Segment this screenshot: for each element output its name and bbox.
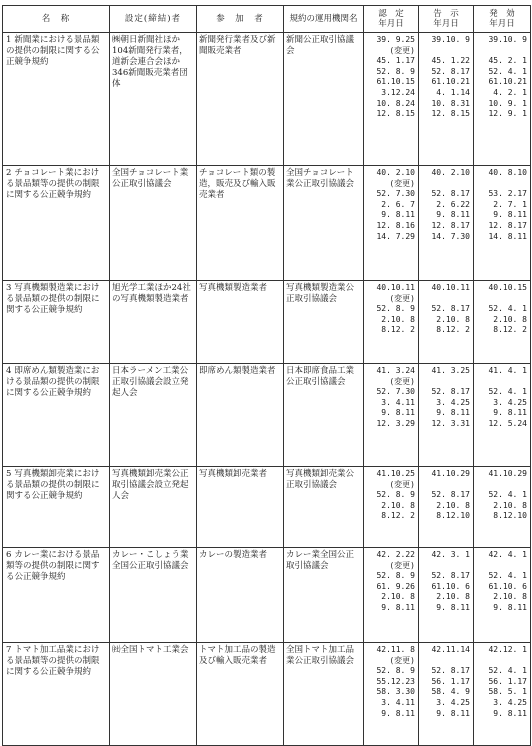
approved-date: (変更) <box>389 45 415 55</box>
fair-competition-codes-table <box>2 5 531 746</box>
approved-date: 45. 1.17 <box>376 56 415 66</box>
approved-date: 40.10.11 <box>376 283 415 292</box>
table-row <box>3 548 531 643</box>
header-effective-line1: 発 効 <box>489 9 515 19</box>
effective-date <box>476 46 527 57</box>
authority-cell: 全国チョコレート業公正取引協議会 <box>284 166 364 281</box>
effective-date: 53. 2.17 <box>488 189 527 199</box>
notified-date: 61.10.21 <box>431 77 470 87</box>
approved-date: 12. 8.16 <box>376 220 415 230</box>
effective-date: 61.10.21 <box>488 77 527 87</box>
notified-date: 2.10. 8 <box>436 592 470 602</box>
approved-date: 2.10. 8 <box>381 314 415 324</box>
notified-date: 61.10. 6 <box>431 581 470 591</box>
effective-date: 9. 8.11 <box>493 408 527 418</box>
effective-date: 61.10. 6 <box>488 581 527 591</box>
effective-date: 52. 4. 1 <box>488 490 527 500</box>
row-number: 3 <box>6 283 12 293</box>
code-name: 新聞業における景品類の提供の制限に関する公正競争規約 <box>6 35 100 67</box>
notified-date: 58. 4. 9 <box>431 687 470 697</box>
row-number: 4 <box>6 366 12 376</box>
effective-date: 14. 8.11 <box>488 231 527 241</box>
approved-date: 3.12.24 <box>381 87 415 97</box>
effective-date <box>476 377 527 388</box>
table-row <box>3 467 531 548</box>
notified-dates-cell <box>419 33 474 166</box>
participants-cell: トマト加工品の製造及び輸入販売業者 <box>197 643 284 746</box>
approved-date: 12. 3.29 <box>376 418 415 428</box>
participants-cell: カレーの製造業者 <box>197 548 284 643</box>
originator-cell: 写真機類卸売業公正取引協議会設立発起人会 <box>110 467 197 548</box>
notified-date <box>421 377 470 388</box>
effective-date: 52. 4. 1 <box>488 571 527 581</box>
notified-dates-cell <box>419 364 474 467</box>
notified-date: 2.10. 8 <box>436 500 470 510</box>
notified-date: 45. 1.22 <box>431 56 470 66</box>
approved-date: 8.12. 2 <box>381 511 415 521</box>
table-row <box>3 33 531 166</box>
notified-date: 3. 4.25 <box>436 397 470 407</box>
effective-date: 9. 8.11 <box>493 602 527 612</box>
notified-date: 12. 3.31 <box>431 418 470 428</box>
header-participants: 参 加 者 <box>197 6 284 33</box>
approved-date: 52. 8. 9 <box>376 666 415 676</box>
originator-cell: ㈱朝日新聞社ほか104新聞発行業者，道新会連合会ほか346新聞販売業者団体 <box>110 33 197 166</box>
approved-date: 14. 7.29 <box>376 231 415 241</box>
approved-date: (変更) <box>389 479 415 489</box>
notified-dates-cell <box>419 467 474 548</box>
notified-date: 52. 8.17 <box>431 66 470 76</box>
notified-date: 14. 7.30 <box>431 231 470 241</box>
approved-date: (変更) <box>389 293 415 303</box>
approved-date: 2.10. 8 <box>381 592 415 602</box>
header-originator: 設定(締結)者 <box>110 6 197 33</box>
header-authority: 規約の運用機関名 <box>284 6 364 33</box>
effective-date: 40.10.15 <box>488 283 527 292</box>
effective-date: 2.10. 8 <box>493 500 527 510</box>
notified-date: 9. 8.11 <box>436 210 470 220</box>
notified-date: 4. 1.14 <box>436 87 470 97</box>
effective-dates-cell <box>474 364 531 467</box>
table-row <box>3 281 531 364</box>
effective-date: 10. 9. 1 <box>488 98 527 108</box>
code-name-cell <box>3 467 110 548</box>
approved-date: 41. 3.24 <box>376 366 415 375</box>
notified-date: 8.12. 2 <box>436 325 470 335</box>
effective-date <box>476 656 527 667</box>
approved-date: 42. 2.22 <box>376 550 415 559</box>
approved-date: 9. 8.11 <box>381 408 415 418</box>
approved-date: 2. 6. 7 <box>381 199 415 209</box>
originator-cell: 旭光学工業ほか24社の写真機類製造業者 <box>110 281 197 364</box>
effective-date <box>476 179 527 190</box>
notified-dates-cell <box>419 281 474 364</box>
notified-date: 2.10. 8 <box>436 314 470 324</box>
notified-date: 40. 2.10 <box>431 168 470 177</box>
row-number: 5 <box>6 469 12 479</box>
effective-dates-cell <box>474 467 531 548</box>
authority-cell: 全国トマト加工品業公正取引協議会 <box>284 643 364 746</box>
code-name: トマト加工品業における景品類等の提供の制限に関する公正競争規約 <box>6 645 100 677</box>
notified-date: 52. 8.17 <box>431 189 470 199</box>
notified-date <box>421 179 470 190</box>
approved-date: 41.10.25 <box>376 469 415 478</box>
originator-cell: 日本ラーメン工業公正取引協議会設立発起人会 <box>110 364 197 467</box>
approved-date: 52. 8. 9 <box>376 571 415 581</box>
notified-date: 9. 8.11 <box>436 602 470 612</box>
authority-cell: 新聞公正取引協議会 <box>284 33 364 166</box>
code-name: 写真機類卸売業における景品類の提供の制限に関する公正競争規約 <box>6 469 100 501</box>
participants-cell: 写真機類製造業者 <box>197 281 284 364</box>
notified-date: 3. 4.25 <box>436 697 470 707</box>
effective-date <box>476 480 527 491</box>
approved-dates-cell <box>364 467 419 548</box>
authority-cell: 写真機類製造業公正取引協議会 <box>284 281 364 364</box>
code-name-cell <box>3 643 110 746</box>
notified-date <box>421 561 470 572</box>
effective-date: 52. 4. 1 <box>488 66 527 76</box>
effective-date: 52. 4. 1 <box>488 304 527 314</box>
approved-date: 39. 9.25 <box>376 35 415 44</box>
effective-dates-cell <box>474 643 531 746</box>
approved-dates-cell <box>364 166 419 281</box>
approved-dates-cell <box>364 281 419 364</box>
approved-dates-cell <box>364 33 419 166</box>
effective-date: 2.10. 8 <box>493 592 527 602</box>
participants-cell: 新聞発行業者及び新聞販売業者 <box>197 33 284 166</box>
notified-date: 52. 8.17 <box>431 490 470 500</box>
header-approved-line2: 年月日 <box>378 19 404 29</box>
effective-date: 3. 4.25 <box>493 697 527 707</box>
header-notified <box>419 6 474 33</box>
effective-date: 56. 1.17 <box>488 676 527 686</box>
approved-date: 2.10. 8 <box>381 500 415 510</box>
effective-date: 2.10. 8 <box>493 314 527 324</box>
effective-date: 2. 7. 1 <box>493 199 527 209</box>
notified-date <box>421 46 470 57</box>
notified-date: 12. 8.17 <box>431 220 470 230</box>
approved-date: 55.12.23 <box>376 676 415 686</box>
effective-date: 42.12. 1 <box>488 645 527 654</box>
effective-dates-cell <box>474 281 531 364</box>
effective-date: 45. 2. 1 <box>488 56 527 66</box>
approved-date: (変更) <box>389 655 415 665</box>
notified-date: 39.10. 9 <box>431 35 470 44</box>
notified-dates-cell <box>419 548 474 643</box>
code-name: 写真機類製造業における景品類の提供の制限に関する公正競争規約 <box>6 283 100 315</box>
notified-dates-cell <box>419 166 474 281</box>
row-number: 7 <box>6 645 12 655</box>
effective-date: 12. 5.24 <box>488 418 527 428</box>
effective-date: 9. 8.11 <box>493 708 527 718</box>
code-name-cell <box>3 281 110 364</box>
notified-date: 52. 8.17 <box>431 666 470 676</box>
approved-date: 52. 8. 9 <box>376 304 415 314</box>
effective-date: 3. 4.25 <box>493 397 527 407</box>
approved-date: 52. 8. 9 <box>376 490 415 500</box>
approved-dates-cell <box>364 643 419 746</box>
approved-date: 9. 8.11 <box>381 210 415 220</box>
code-name-cell <box>3 33 110 166</box>
effective-date: 8.12.10 <box>493 511 527 521</box>
originator-cell: カレー・こしょう業全国公正取引協議会 <box>110 548 197 643</box>
code-name: 即席めん類製造業における景品類の提供の制限に関する公正競争規約 <box>6 366 100 398</box>
table-row <box>3 643 531 746</box>
notified-date: 56. 1.17 <box>431 676 470 686</box>
header-notified-line2: 年月日 <box>433 19 459 29</box>
participants-cell: 即席めん類製造業者 <box>197 364 284 467</box>
approved-date: 61. 9.26 <box>376 581 415 591</box>
notified-date: 41.10.29 <box>431 469 470 478</box>
notified-date: 52. 8.17 <box>431 304 470 314</box>
effective-date: 52. 4. 1 <box>488 666 527 676</box>
notified-date: 52. 8.17 <box>431 571 470 581</box>
effective-date: 41. 4. 1 <box>488 366 527 375</box>
notified-date: 41. 3.25 <box>431 366 470 375</box>
effective-date: 12. 8.17 <box>488 220 527 230</box>
approved-date: 42.11. 8 <box>376 645 415 654</box>
notified-dates-cell <box>419 643 474 746</box>
effective-date: 4. 2. 1 <box>493 87 527 97</box>
notified-date: 40.10.11 <box>431 283 470 292</box>
effective-date: 58. 5. 1 <box>488 687 527 697</box>
approved-date: 3. 4.11 <box>381 397 415 407</box>
effective-date: 42. 4. 1 <box>488 550 527 559</box>
header-approved-line1: 認 定 <box>378 9 404 19</box>
approved-date: 58. 3.30 <box>376 687 415 697</box>
notified-date: 42.11.14 <box>431 645 470 654</box>
approved-date: (変更) <box>389 376 415 386</box>
header-approved <box>364 6 419 33</box>
code-name: カレー業における景品類等の提供の制限に関する公正競争規約 <box>6 550 100 582</box>
notified-date: 42. 3. 1 <box>431 550 470 559</box>
authority-cell: 写真機類卸売業公正取引協議会 <box>284 467 364 548</box>
notified-date: 12. 8.15 <box>431 109 470 119</box>
effective-date: 9. 8.11 <box>493 210 527 220</box>
notified-date: 52. 8.17 <box>431 387 470 397</box>
originator-cell: 全国チョコレート業公正取引協議会 <box>110 166 197 281</box>
effective-date: 41.10.29 <box>488 469 527 478</box>
effective-dates-cell <box>474 166 531 281</box>
notified-date <box>421 294 470 305</box>
header-effective <box>474 6 531 33</box>
code-name-cell <box>3 364 110 467</box>
row-number: 2 <box>6 168 12 178</box>
header-row <box>3 6 531 33</box>
authority-cell: カレー業全国公正取引協議会 <box>284 548 364 643</box>
approved-dates-cell <box>364 364 419 467</box>
approved-date: (変更) <box>389 178 415 188</box>
participants-cell: 写真機類卸売業者 <box>197 467 284 548</box>
table-row <box>3 364 531 467</box>
approved-date: 40. 2.10 <box>376 168 415 177</box>
approved-date: 3. 4.11 <box>381 697 415 707</box>
code-name-cell <box>3 166 110 281</box>
authority-cell: 日本即席食品工業公正取引協議会 <box>284 364 364 467</box>
approved-dates-cell <box>364 548 419 643</box>
approved-date: 10. 8.24 <box>376 98 415 108</box>
effective-date: 12. 9. 1 <box>488 109 527 119</box>
code-name: チョコレート業における景品類等の提供の制限に関する公正競争規約 <box>6 168 100 200</box>
notified-date: 9. 8.11 <box>436 408 470 418</box>
row-number: 1 <box>6 35 12 45</box>
approved-date: 52. 7.30 <box>376 189 415 199</box>
header-notified-line1: 告 示 <box>433 9 459 19</box>
notified-date: 9. 8.11 <box>436 708 470 718</box>
effective-date <box>476 561 527 572</box>
approved-date: (変更) <box>389 560 415 570</box>
approved-date: 8.12. 2 <box>381 325 415 335</box>
table-row <box>3 166 531 281</box>
code-name-cell <box>3 548 110 643</box>
notified-date: 8.12.10 <box>436 511 470 521</box>
effective-date: 39.10. 9 <box>488 35 527 44</box>
participants-cell: チョコレート類の製造，販売及び輸入販売業者 <box>197 166 284 281</box>
row-number: 6 <box>6 550 12 560</box>
effective-dates-cell <box>474 33 531 166</box>
approved-date: 52. 7.30 <box>376 387 415 397</box>
effective-date: 52. 4. 1 <box>488 387 527 397</box>
effective-dates-cell <box>474 548 531 643</box>
approved-date: 12. 8.15 <box>376 109 415 119</box>
effective-date: 8.12. 2 <box>493 325 527 335</box>
header-effective-line2: 年月日 <box>489 19 515 29</box>
approved-date: 9. 8.11 <box>381 708 415 718</box>
effective-date <box>476 294 527 305</box>
notified-date: 10. 8.31 <box>431 98 470 108</box>
approved-date: 61.10.15 <box>376 77 415 87</box>
approved-date: 52. 8. 9 <box>376 66 415 76</box>
notified-date <box>421 656 470 667</box>
effective-date: 40. 8.10 <box>488 168 527 177</box>
notified-date: 2. 6.22 <box>436 199 470 209</box>
header-name: 名 称 <box>3 6 110 33</box>
notified-date <box>421 480 470 491</box>
approved-date: 9. 8.11 <box>381 602 415 612</box>
originator-cell: ㈳全国トマト工業会 <box>110 643 197 746</box>
